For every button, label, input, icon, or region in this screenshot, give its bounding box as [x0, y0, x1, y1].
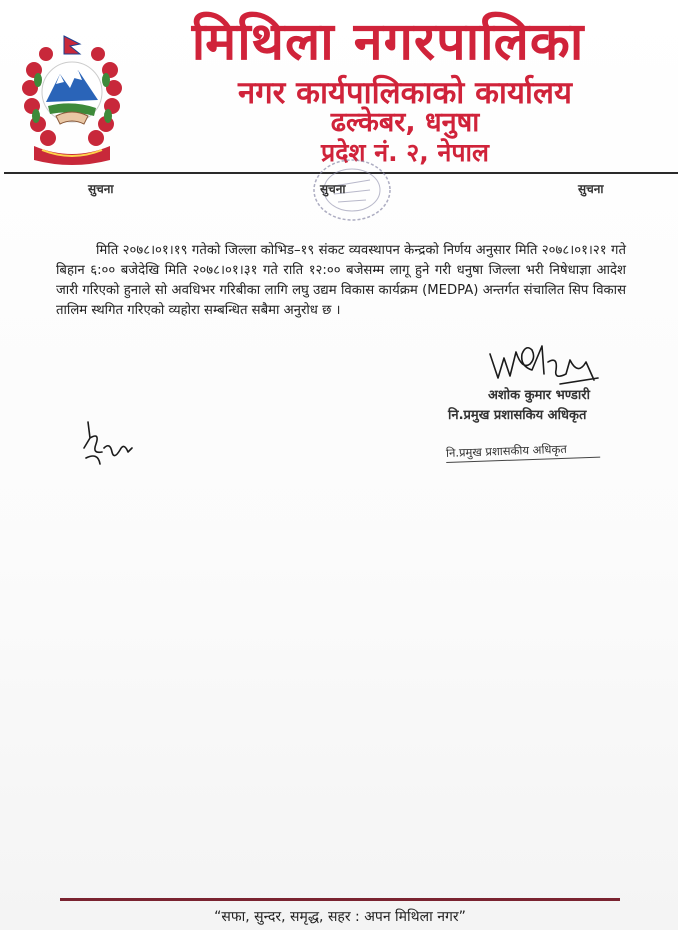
notice-label-center: सुचना: [320, 182, 346, 196]
signatory-title: नि.प्रमुख प्रशासकिय अधिकृत: [448, 408, 587, 423]
municipality-name: मिथिला नगरपालिका: [191, 12, 585, 72]
signatory-name: अशोक कुमार भण्डारी: [488, 388, 590, 403]
signature-icon: [486, 340, 606, 390]
notice-label-left: सुचना: [88, 182, 114, 196]
notice-label-right: सुचना: [578, 182, 604, 196]
office-name: नगर कार्यपालिकाको कार्यालय: [238, 75, 572, 111]
province-line: प्रदेश नं. २, नेपाल: [321, 138, 489, 167]
footer-slogan: “सफा, सुन्दर, समृद्ध, सहर : अपन मिथिला नगर”: [214, 909, 466, 925]
nepal-emblem-icon: [20, 30, 124, 168]
footer-divider: [60, 898, 620, 901]
initials-signature-icon: [80, 418, 140, 470]
notice-body-paragraph: मिति २०७८।०१।१९ गतेको जिल्ला कोभिड–१९ संकट व्यवस्थापन केन्द्रको निर्णय अनुसार मिति २०७८।०१।२१ गते बिहान ६:०० बजेदेखि मिति २०७८।०१।३१ गते राति १२:०० बजेसम्म लागू हुने गरी धनुषा जिल्ला भरी निषेधाज्ञा आदेश जारी गरिएको हुनाले सो अवधिभर गरिबीका लागि लघु उद्यम विकास कार्यक्रम (MEDPA) अन्तर्गत संचालित सिप विकास तालिम स्थगित गरिएको व्यहोरा सम्बन्धित सबैमा अनुरोध छ ।: [56, 243, 626, 318]
designation-stamp: नि.प्रमुख प्रशासकीय अधिकृत: [446, 441, 600, 463]
office-location: ढल्केबर, धनुषा: [330, 107, 480, 138]
